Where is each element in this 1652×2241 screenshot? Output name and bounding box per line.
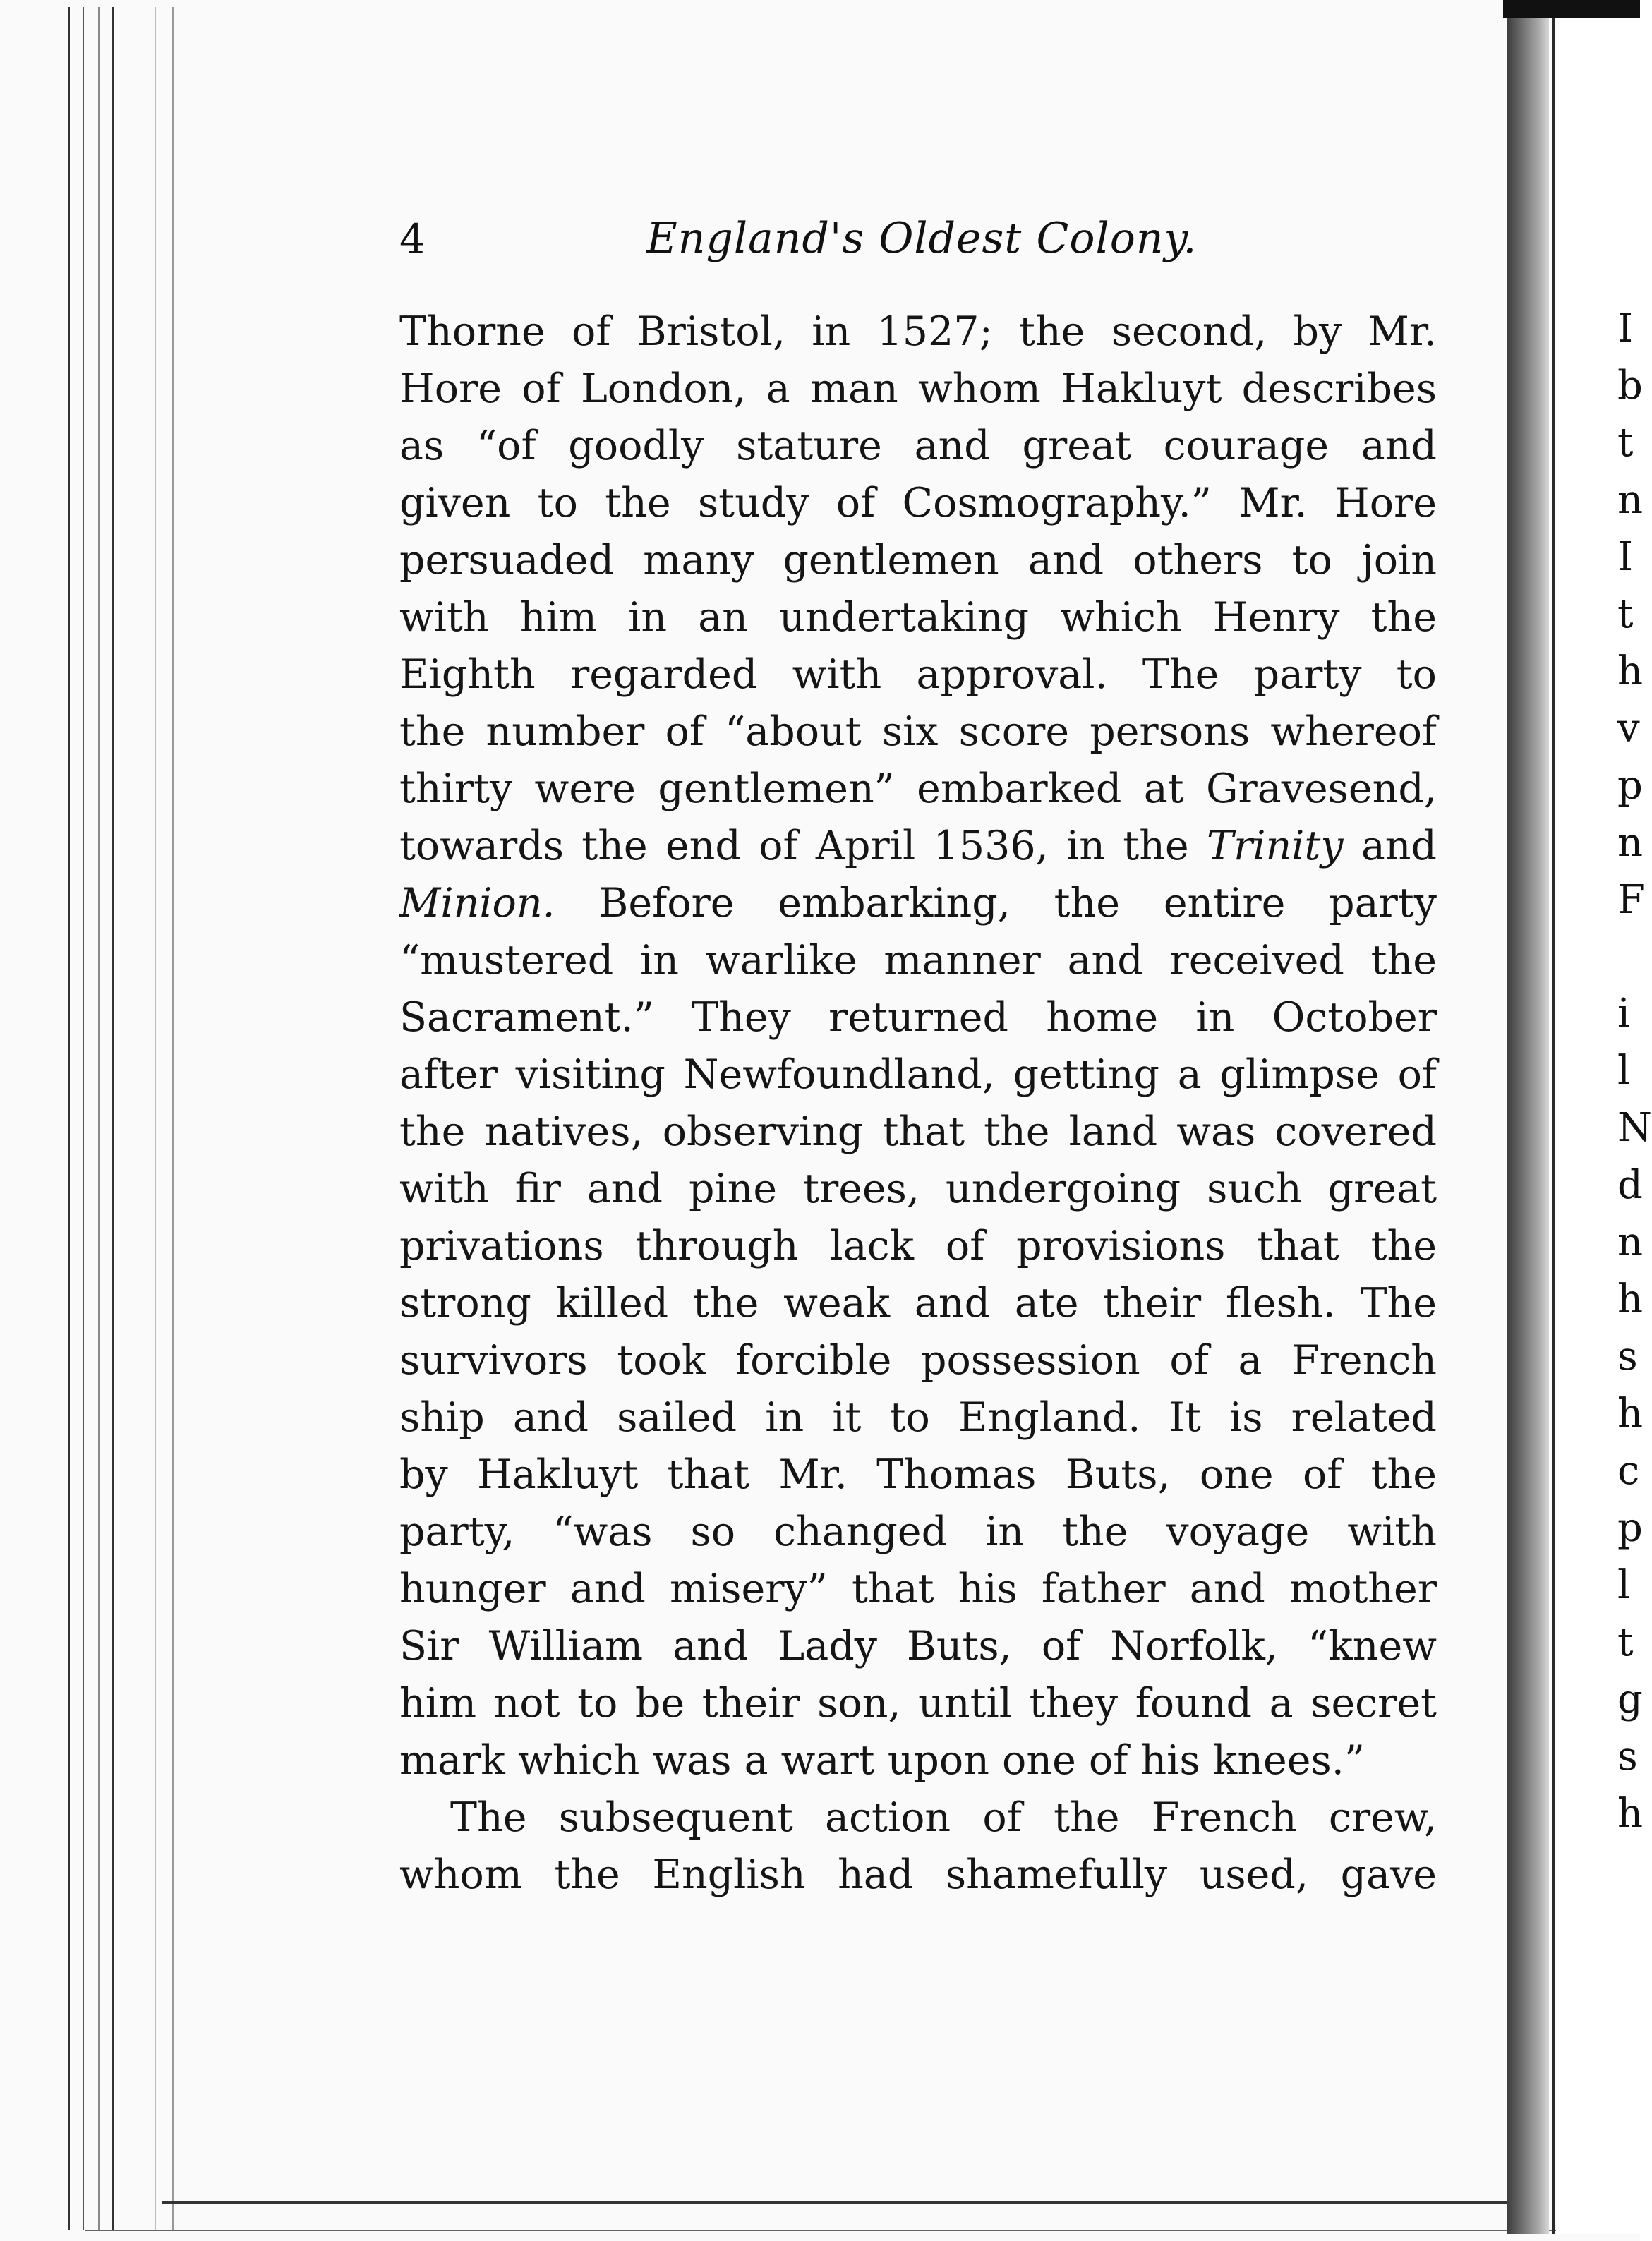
facing-letter: v xyxy=(1617,706,1640,751)
text-line: Sir William and Lady Buts, of Norfolk, “knew xyxy=(399,1623,1437,1669)
facing-letter: l xyxy=(1617,1048,1630,1094)
text-line: privations through lack of provisions that the xyxy=(399,1223,1437,1269)
facing-letter: n xyxy=(1617,477,1644,523)
facing-letter: s xyxy=(1617,1734,1638,1780)
ship-name-trinity: Trinity xyxy=(1206,823,1344,869)
text-line: given to the study of Cosmography.” Mr. Hore xyxy=(399,480,1437,526)
text-line: Eighth regarded with approval. The party to xyxy=(399,651,1437,698)
facing-letter: F xyxy=(1617,877,1645,923)
text-line: party, “was so changed in the voyage with xyxy=(399,1509,1437,1555)
facing-letter: s xyxy=(1617,1334,1638,1379)
facing-letter: h xyxy=(1617,1791,1644,1837)
facing-letter: i xyxy=(1617,991,1630,1037)
text-line: with fir and pine trees, undergoing such great xyxy=(399,1166,1437,1212)
text-line: with him in an undertaking which Henry the xyxy=(399,594,1437,641)
facing-letter: p xyxy=(1617,1505,1643,1551)
text-line: Hore of London, a man whom Hakluyt describes xyxy=(399,366,1437,412)
text-line: Thorne of Bristol, in 1527; the second, by Mr. xyxy=(399,308,1437,355)
text-line: ship and sailed in it to England. It is related xyxy=(399,1394,1437,1441)
facing-letter: c xyxy=(1617,1448,1640,1494)
text-segment: and xyxy=(1361,823,1437,869)
book-gutter-shadow xyxy=(1507,18,1549,2234)
facing-letter: n xyxy=(1617,820,1644,866)
text-line-with-italic xyxy=(399,875,1437,932)
text-line: survivors took forcible possession of a French xyxy=(399,1337,1437,1384)
running-head: England's Oldest Colony. xyxy=(646,214,1198,263)
text-segment: Before embarking, the entire party xyxy=(598,880,1437,926)
book-bottom-edge xyxy=(85,2230,1567,2231)
text-line: the natives, observing that the land was covered xyxy=(399,1109,1437,1155)
facing-letter: b xyxy=(1617,363,1643,409)
text-line: mark which was a wart upon one of his knees.” xyxy=(399,1737,1365,1784)
facing-letter: t xyxy=(1617,591,1634,637)
facing-letter: h xyxy=(1617,648,1644,694)
page-header xyxy=(399,215,1437,272)
text-line: “mustered in warlike manner and received the xyxy=(399,937,1437,984)
text-line: The subsequent action of the French crew, xyxy=(450,1794,1437,1841)
text-line: thirty were gentlemen” embarked at Gravesend, xyxy=(399,766,1437,812)
text-line: Sacrament.” They returned home in October xyxy=(399,994,1437,1041)
page-number: 4 xyxy=(399,215,426,263)
text-line: persuaded many gentlemen and others to join xyxy=(399,537,1437,584)
text-segment: towards the end of April 1536, in the xyxy=(399,823,1189,869)
scan-border xyxy=(1503,0,1640,18)
text-line: him not to be their son, until they found a secret xyxy=(399,1680,1437,1727)
facing-letter: l xyxy=(1617,1562,1630,1608)
facing-letter: h xyxy=(1617,1391,1644,1437)
body-text xyxy=(399,303,1437,1904)
facing-letter: h xyxy=(1617,1276,1644,1322)
facing-letter: n xyxy=(1617,1219,1644,1265)
facing-letter: I xyxy=(1617,534,1634,580)
page-bottom-edge xyxy=(162,2201,1545,2204)
facing-page-text-fragments xyxy=(1617,300,1652,1842)
facing-letter: N xyxy=(1617,1105,1652,1151)
facing-letter: I xyxy=(1617,306,1634,351)
facing-letter: g xyxy=(1617,1677,1643,1722)
text-line: whom the English had shamefully used, gave xyxy=(399,1852,1437,1898)
facing-letter: t xyxy=(1617,1619,1634,1665)
text-line: the number of “about six score persons whereof xyxy=(399,708,1437,755)
text-line: as “of goodly stature and great courage and xyxy=(399,423,1437,469)
text-line: strong killed the weak and ate their flesh. The xyxy=(399,1280,1437,1327)
facing-letter: d xyxy=(1617,1162,1643,1208)
book-gutter-line xyxy=(1552,18,1555,2234)
text-line: hunger and misery” that his father and mother xyxy=(399,1566,1437,1612)
text-line: after visiting Newfoundland, getting a glimpse of xyxy=(399,1051,1437,1098)
facing-paragraph-gap xyxy=(1617,929,1646,985)
text-line: by Hakluyt that Mr. Thomas Buts, one of the xyxy=(399,1451,1437,1498)
facing-letter: p xyxy=(1617,763,1643,809)
facing-letter: t xyxy=(1617,420,1634,466)
text-line-with-italic xyxy=(399,818,1437,875)
ship-name-minion: Minion. xyxy=(399,880,555,926)
book-page-edges xyxy=(68,7,190,2230)
